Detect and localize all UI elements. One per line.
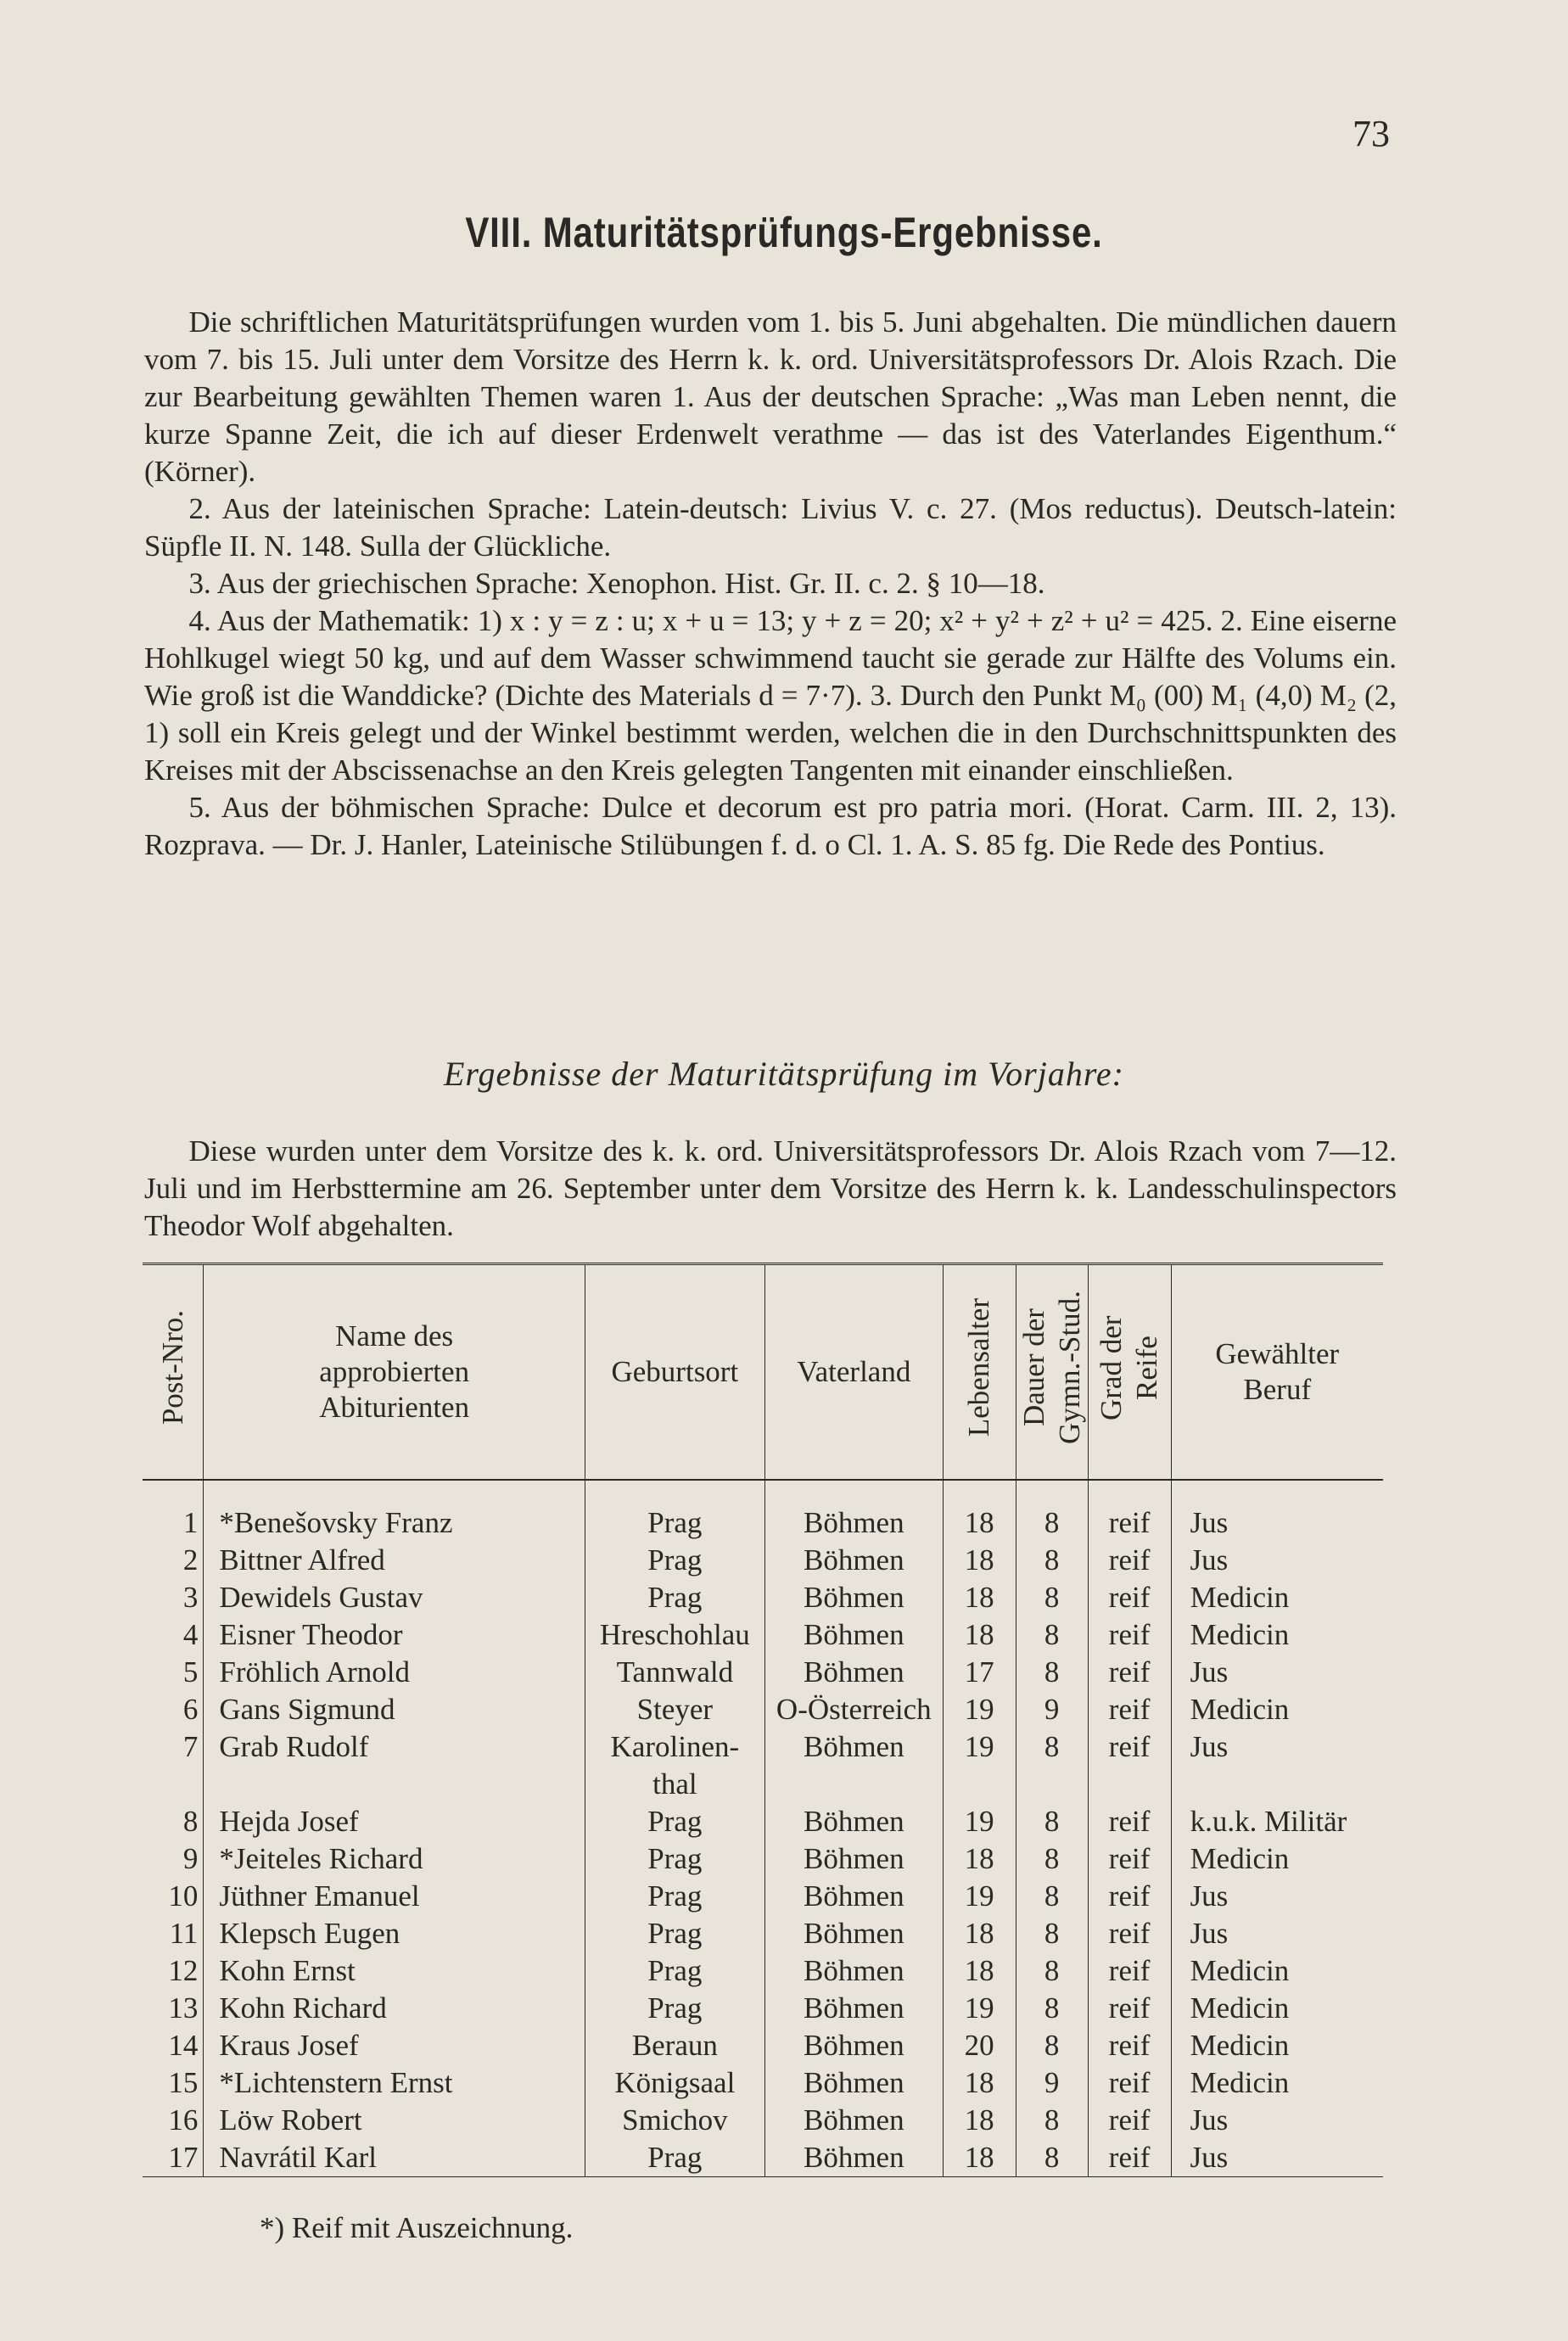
maturity-grade: reif: [1088, 1542, 1171, 1579]
birthplace: Prag: [585, 1542, 764, 1579]
study-duration: 9: [1016, 1691, 1088, 1728]
country: Böhmen: [764, 2139, 943, 2177]
country: Böhmen: [764, 1803, 943, 1840]
row-number: 17: [143, 2139, 204, 2177]
header-age: Lebensalter: [943, 1264, 1016, 1481]
birthplace: Steyer: [585, 1691, 764, 1728]
maturity-grade: reif: [1088, 1691, 1171, 1728]
study-duration: 8: [1016, 1616, 1088, 1654]
maturity-grade: reif: [1088, 1915, 1171, 1952]
chosen-profession: Medicin: [1171, 1990, 1383, 2027]
age: 18: [943, 2102, 1016, 2139]
chosen-profession: Jus: [1171, 1728, 1383, 1803]
row-number: 12: [168, 1954, 199, 1987]
student-name: Fröhlich Arnold: [204, 1654, 585, 1691]
table-row: [143, 1840, 1383, 1878]
chosen-profession: Medicin: [1171, 2064, 1383, 2102]
row-number: 16: [168, 2103, 199, 2137]
topic-bohemian: 5. Aus der böhmischen Sprache: Dulce et decorum est pro patria mori. (Horat. Carm. III. 2, 13). Rozprava. — Dr. J. Hanler, Lateinische Stilübungen f. d. o Cl. 1. A. S. 85 fg. Die Rede des Pontius.: [144, 791, 1397, 861]
study-duration: 8: [1016, 1728, 1088, 1803]
maturity-grade: reif: [1088, 2064, 1171, 2102]
birthplace: Prag: [585, 1840, 764, 1878]
table-row: [143, 1803, 1383, 1840]
row-number: 11: [169, 1917, 199, 1950]
country: Böhmen: [764, 1480, 943, 1542]
study-duration: 8: [1016, 2139, 1088, 2177]
study-duration: 8: [1016, 1840, 1088, 1878]
country: Böhmen: [764, 1654, 943, 1691]
table-row: [143, 1915, 1383, 1952]
maturity-grade: reif: [1088, 1480, 1171, 1542]
birthplace: Prag: [585, 1915, 764, 1952]
age: 18: [943, 1480, 1016, 1542]
country: Böhmen: [764, 2064, 943, 2102]
country: Böhmen: [764, 1542, 943, 1579]
header-post-nr: Post-Nro.: [143, 1264, 204, 1481]
age: 19: [943, 1803, 1016, 1840]
study-duration: 8: [1016, 1952, 1088, 1990]
chosen-profession: Jus: [1171, 1878, 1383, 1915]
chosen-profession: Jus: [1171, 1480, 1383, 1542]
row-number: 15: [168, 2066, 199, 2099]
row-number: 9: [182, 1842, 199, 1875]
row-number: 2: [182, 1543, 199, 1577]
student-name: Navrátil Karl: [204, 2139, 585, 2177]
chosen-profession: Medicin: [1171, 1840, 1383, 1878]
previous-year-heading: Ergebnisse der Maturitätsprüfung im Vorjahre:: [443, 1055, 1124, 1093]
results-table-body: [143, 1480, 1383, 2177]
row-number: 6: [182, 1693, 199, 1726]
maturity-grade: reif: [1088, 1803, 1171, 1840]
header-birthplace: Geburtsort: [585, 1264, 764, 1481]
exam-topics: [144, 304, 1397, 864]
country: Böhmen: [764, 1728, 943, 1803]
country: Böhmen: [764, 1616, 943, 1654]
table-row: [143, 1990, 1383, 2027]
maturity-grade: reif: [1088, 1990, 1171, 2027]
birthplace: Prag: [585, 1579, 764, 1616]
study-duration: 8: [1016, 2027, 1088, 2064]
table-row: [143, 2064, 1383, 2102]
study-duration: 8: [1016, 1654, 1088, 1691]
birthplace: Smichov: [585, 2102, 764, 2139]
birthplace: Prag: [585, 1480, 764, 1542]
study-duration: 8: [1016, 1915, 1088, 1952]
country: Böhmen: [764, 2102, 943, 2139]
chosen-profession: Medicin: [1171, 1952, 1383, 1990]
student-name: Gans Sigmund: [204, 1691, 585, 1728]
header-name: Name des approbierten Abiturienten: [204, 1264, 585, 1481]
country: Böhmen: [764, 1878, 943, 1915]
table-row: [143, 1952, 1383, 1990]
student-name: Dewidels Gustav: [204, 1579, 585, 1616]
birthplace: Prag: [585, 1803, 764, 1840]
table-row: [143, 1616, 1383, 1654]
student-name: Eisner Theodor: [204, 1616, 585, 1654]
maturity-grade: reif: [1088, 1616, 1171, 1654]
maturity-grade: reif: [1088, 2027, 1171, 2064]
birthplace: Tannwald: [585, 1654, 764, 1691]
chosen-profession: Jus: [1171, 1654, 1383, 1691]
country: Böhmen: [764, 1915, 943, 1952]
student-name: Hejda Josef: [204, 1803, 585, 1840]
topic-mathematics: 4. Aus der Mathematik: 1) x : y = z : u; x + u = 13; y + z = 20; x² + y² + z² + u² = 425. 2. Eine eiserne Hohlkugel wiegt 50 kg, und auf dem Wasser schwimmend taucht sie gerade zur Hälfte des Volums ein. Wie groß ist die Wanddicke? (Dichte des Materials d = 7·7). 3. Durch den Punkt M₀ (00) M₁ (4,0) M₂ (2, 1) soll ein Kreis gelegt und der Winkel bestimmt werden, welchen die in den Durchschnittspunkten des Kreises mit der Abscissenachse an den Kreis gelegten Tangenten mit einander einschließen.: [144, 604, 1397, 787]
row-number: 8: [182, 1805, 199, 1838]
header-duration: Dauer der Gymn.-Stud.: [1016, 1264, 1088, 1481]
age: 18: [943, 1840, 1016, 1878]
student-name: Kohn Richard: [204, 1990, 585, 2027]
study-duration: 8: [1016, 1990, 1088, 2027]
chosen-profession: Medicin: [1171, 1616, 1383, 1654]
header-profession: Gewählter Beruf: [1171, 1264, 1383, 1481]
student-name: Jüthner Emanuel: [204, 1878, 585, 1915]
chosen-profession: Medicin: [1171, 2027, 1383, 2064]
maturity-grade: reif: [1088, 2139, 1171, 2177]
age: 18: [943, 2139, 1016, 2177]
age: 18: [943, 1616, 1016, 1654]
row-number: 1: [182, 1506, 199, 1539]
age: 17: [943, 1654, 1016, 1691]
age: 19: [943, 1990, 1016, 2027]
age: 19: [943, 1728, 1016, 1803]
header-country: Vaterland: [764, 1264, 943, 1481]
intro-paragraph: Die schriftlichen Maturitätsprüfungen wurden vom 1. bis 5. Juni abgehalten. Die mündlichen dauern vom 7. bis 15. Juli unter dem Vorsitze des Herrn k. k. ord. Universitätsprofessors Dr. Alois Rzach. Die zur Bearbeitung gewählten Themen waren 1. Aus der deutschen Sprache: „Was man Leben nennt, die kurze Spanne Zeit, die ich auf dieser Erdenwelt verathme — das ist des Vaterlandes Eigenthum.“ (Körner).: [144, 305, 1397, 488]
birthplace: Prag: [585, 1990, 764, 2027]
study-duration: 8: [1016, 1480, 1088, 1542]
age: 19: [943, 1878, 1016, 1915]
table-row: [143, 2027, 1383, 2064]
age: 19: [943, 1691, 1016, 1728]
topic-greek: 3. Aus der griechischen Sprache: Xenophon. Hist. Gr. II. c. 2. § 10—18.: [188, 567, 1045, 600]
age: 18: [943, 1952, 1016, 1990]
birthplace: Königsaal: [585, 2064, 764, 2102]
country: O-Österreich: [764, 1691, 943, 1728]
table-row: [143, 1878, 1383, 1915]
study-duration: 8: [1016, 1542, 1088, 1579]
birthplace: Hreschohlau: [585, 1616, 764, 1654]
chosen-profession: Jus: [1171, 2102, 1383, 2139]
country: Böhmen: [764, 1952, 943, 1990]
table-row: [143, 1579, 1383, 1616]
row-number: 5: [182, 1655, 199, 1689]
chosen-profession: Jus: [1171, 1542, 1383, 1579]
chosen-profession: Jus: [1171, 1915, 1383, 1952]
maturity-grade: reif: [1088, 1952, 1171, 1990]
country: Böhmen: [764, 1840, 943, 1878]
country: Böhmen: [764, 1990, 943, 2027]
birthplace: Karolinen- thal: [585, 1728, 764, 1803]
header-grade: Grad der Reife: [1088, 1264, 1171, 1481]
table-row: [143, 1542, 1383, 1579]
student-name: *Jeiteles Richard: [204, 1840, 585, 1878]
maturity-grade: reif: [1088, 1878, 1171, 1915]
student-name: Klepsch Eugen: [204, 1915, 585, 1952]
page-number: 73: [1352, 113, 1390, 154]
table-header-row: [143, 1264, 1383, 1481]
age: 18: [943, 1579, 1016, 1616]
student-name: *Benešovsky Franz: [204, 1480, 585, 1542]
section-title: VIII. Maturitätsprüfungs-Ergebnisse.: [465, 209, 1103, 256]
study-duration: 8: [1016, 1579, 1088, 1616]
study-duration: 8: [1016, 1878, 1088, 1915]
table-row: [143, 2102, 1383, 2139]
study-duration: 8: [1016, 2102, 1088, 2139]
row-number: 4: [182, 1618, 199, 1651]
student-name: Löw Robert: [204, 2102, 585, 2139]
row-number: 3: [182, 1581, 199, 1614]
chosen-profession: k.u.k. Militär: [1171, 1803, 1383, 1840]
table-row: [143, 1728, 1383, 1803]
previous-year-text: [144, 1133, 1397, 1245]
country: Böhmen: [764, 2027, 943, 2064]
row-number: 10: [168, 1879, 199, 1913]
country: Böhmen: [764, 1579, 943, 1616]
age: 18: [943, 1915, 1016, 1952]
table-row: [143, 2139, 1383, 2177]
age: 18: [943, 1542, 1016, 1579]
student-name: Kohn Ernst: [204, 1952, 585, 1990]
birthplace: Beraun: [585, 2027, 764, 2064]
birthplace: Prag: [585, 2139, 764, 2177]
student-name: Grab Rudolf: [204, 1728, 585, 1803]
footnote: *) Reif mit Auszeichnung.: [260, 2211, 574, 2244]
study-duration: 9: [1016, 2064, 1088, 2102]
birthplace: Prag: [585, 1952, 764, 1990]
results-table: [143, 1263, 1383, 2177]
maturity-grade: reif: [1088, 1579, 1171, 1616]
row-number: 14: [168, 2029, 199, 2062]
maturity-grade: reif: [1088, 1654, 1171, 1691]
previous-year-paragraph: Diese wurden unter dem Vorsitze des k. k. ord. Universitätsprofessors Dr. Alois Rzach vom 7—12. Juli und im Herbsttermine am 26. September unter dem Vorsitze des Herrn k. k. Landesschulinspectors Theodor Wolf abgehalten.: [144, 1134, 1397, 1242]
table-row: [143, 1654, 1383, 1691]
row-number: 7: [182, 1730, 199, 1763]
chosen-profession: Medicin: [1171, 1579, 1383, 1616]
maturity-grade: reif: [1088, 1840, 1171, 1878]
chosen-profession: Jus: [1171, 2139, 1383, 2177]
study-duration: 8: [1016, 1803, 1088, 1840]
student-name: Kraus Josef: [204, 2027, 585, 2064]
table-row: [143, 1480, 1383, 1542]
maturity-grade: reif: [1088, 2102, 1171, 2139]
chosen-profession: Medicin: [1171, 1691, 1383, 1728]
topic-latin: 2. Aus der lateinischen Sprache: Latein-deutsch: Livius V. c. 27. (Mos reductus). Deutsch-latein: Süpfle II. N. 148. Sulla der Glückliche.: [144, 492, 1397, 563]
age: 18: [943, 2064, 1016, 2102]
age: 20: [943, 2027, 1016, 2064]
row-number: 13: [168, 1991, 199, 2025]
maturity-grade: reif: [1088, 1728, 1171, 1803]
table-row: [143, 1691, 1383, 1728]
student-name: *Lichtenstern Ernst: [204, 2064, 585, 2102]
birthplace: Prag: [585, 1878, 764, 1915]
student-name: Bittner Alfred: [204, 1542, 585, 1579]
